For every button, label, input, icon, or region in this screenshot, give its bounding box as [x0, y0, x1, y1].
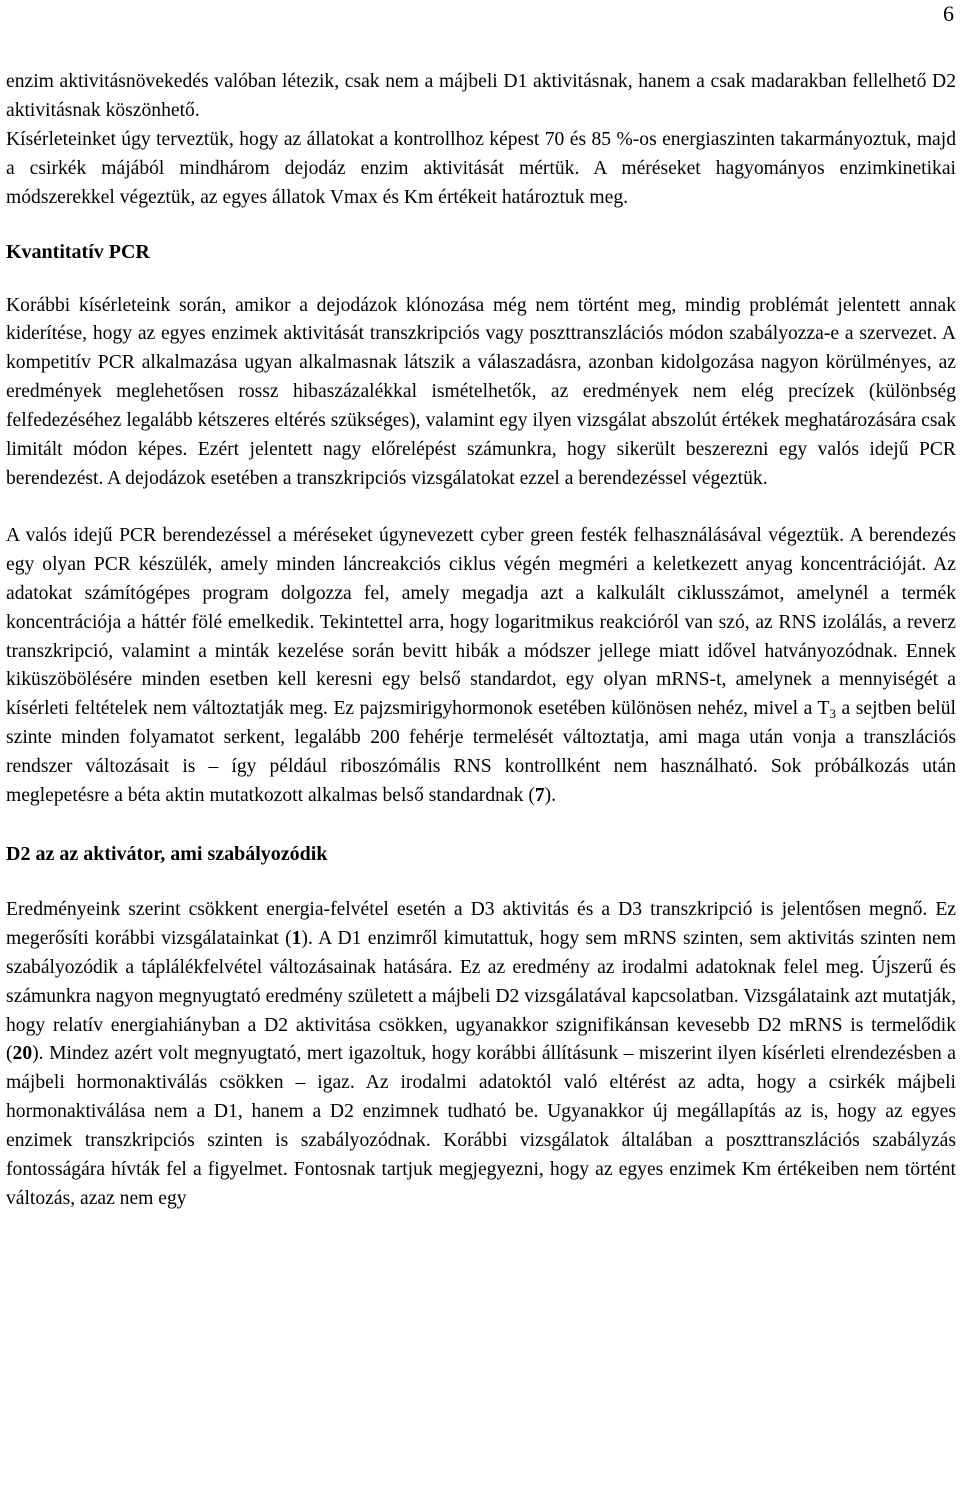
- paragraph-results-part-c: ). Mindez azért volt megnyugtató, mert igazoltuk, hogy korábbi állításunk – miszerint ilyen kísérleti elrendezésben a májbeli hormonaktiválás csökken – igaz. Az irodalmi adatoktól való eltérést az adta, hogy a csirkék májbeli hormonaktiválása nem a D1, hanem a D2 enzimnek tudható be. Ugyanakkor új megállapítás az is, hogy az egyes enzimek transzkripciós szinten is szabályozódnak. Korábbi vizsgálatok általában a poszttranszlációs szabályzás fontosságára hívták fel a figyelmet. Fontosnak tartjuk megjegyezni, hogy az egyes enzimek Km értékeiben nem történt változás, azaz nem egy: [6, 1043, 956, 1209]
- paragraph-intro-continuation: enzim aktivitásnövekedés valóban létezik, csak nem a májbeli D1 aktivitásnak, hanem a csak madarakban fellelhető D2 aktivitásnak köszönhető.: [6, 71, 956, 121]
- paragraph-realtime-pcr-part-c: ).: [544, 785, 557, 807]
- paragraph-pcr-background: Korábbi kísérleteink során, amikor a dejodázok klónozása még nem történt meg, mindig problémát jelentett annak kiderítése, hogy az egyes enzimek aktivitását transzkripciós vagy poszttranszlációs módon szabályozza-e a szervezet. A kompetitív PCR alkalmazása ugyan alkalmasnak látszik a válaszadásra, azonban kidolgozása nagyon körülményes, az eredmények meglehetősen rossz hibaszázalékkal ismételhetők, az eredmények nem elég precízek (különbség felfedezéséhez legalább kétszeres eltérés szükséges), valamint egy ilyen vizsgálat abszolút értékek meghatározására csak limitált módon képes. Ezért jelentett nagy előrelépést számunkra, hogy sikerült beszerezni egy valós idejű PCR berendezést. A dejodázok esetében a transzkripciós vizsgálatokat ezzel a berendezéssel végeztük.: [6, 294, 956, 489]
- paragraph-realtime-pcr-part-a: A valós idejű PCR berendezéssel a méréseket úgynevezett cyber green festék felhasználásával végeztük. A berendezés egy olyan PCR készülék, amely minden láncreakciós ciklus végén megméri a keletkezett anyag koncentrációját. Az adatokat számítógépes program dolgozza fel, amely megadja azt a kalkulált ciklusszámot, amelynél a termék koncentrációja a háttér fölé emelkedik. Tekintettel arra, hogy logaritmikus reakcióról van szó, az RNS izolálás, a reverz transzkripció, valamint a minták kezelése során bevitt hibák a módszer jellege miatt idővel hatványozódnak. Ennek kiküszöbölésére minden esetben kell keresni egy belső standardot, egy olyan mRNS-t, amelynek a mennyiségét a kísérleti feltételek nem változtatják meg. Ez pajzsmirigyhormonok esetében különösen nehéz, mivel a T: [6, 524, 956, 720]
- document-body: [6, 68, 956, 1214]
- section-heading-quantitative-pcr: Kvantitatív PCR: [6, 240, 150, 263]
- citation-ref-1: 1: [291, 927, 302, 949]
- paragraph-results-part-a: Eredményeink szerint csökkent energia-felvétel esetén a D3 aktivitás és a D3 transzkripció is jelentősen megnő. Ez megerősíti korábbi vizsgálatainkat (: [6, 898, 956, 949]
- paragraph-results-part-b: ). A D1 enzimről kimutattuk, hogy sem mRNS szinten, sem aktivitás szinten nem szabályozódik a táplálékfelvétel változásainak hatására. Ez az eredmény az irodalmi adatoknak felel meg. Újszerű és számunkra nagyon megnyugtató eredmény született a májbeli D2 vizsgálatával kapcsolatban. Vizsgálataink azt mutatják, hogy relatív energiahiányban a D2 aktivitása csökken, ugyanakkor szignifikánsan kevesebb D2 mRNS is termelődik (: [6, 927, 956, 1065]
- citation-ref-7: 7: [534, 785, 545, 807]
- page-number: 6: [943, 1, 954, 26]
- paragraph-realtime-pcr: [6, 522, 956, 811]
- section-heading-d2-activator: D2 az az aktivátor, ami szabályozódik: [6, 842, 328, 865]
- citation-ref-20: 20: [12, 1043, 33, 1065]
- subscript-3: 3: [829, 706, 836, 722]
- paragraph-experiment-design: Kísérleteinket úgy terveztük, hogy az állatokat a kontrollhoz képest 70 és 85 %-os energiaszinten takarmányoztuk, majd a csirkék májából mindhárom dejodáz enzim aktivitását mértük. A méréseket hagyományos enzimkinetikai módszerekkel végeztük, az egyes állatok Vmax és Km értékeit határoztuk meg.: [6, 128, 956, 208]
- paragraph-results: [6, 896, 956, 1214]
- paragraph-realtime-pcr-part-b: a sejtben belül szinte minden folyamatot serkent, legalább 200 fehérje termelését változtatja, ami maga után vonja a transzlációs rendszer változásait is – így például riboszómális RNS kontrollként nem használható. Sok próbálkozás után meglepetésre a béta aktin mutatkozott alkalmas belső standardnak (: [6, 698, 956, 807]
